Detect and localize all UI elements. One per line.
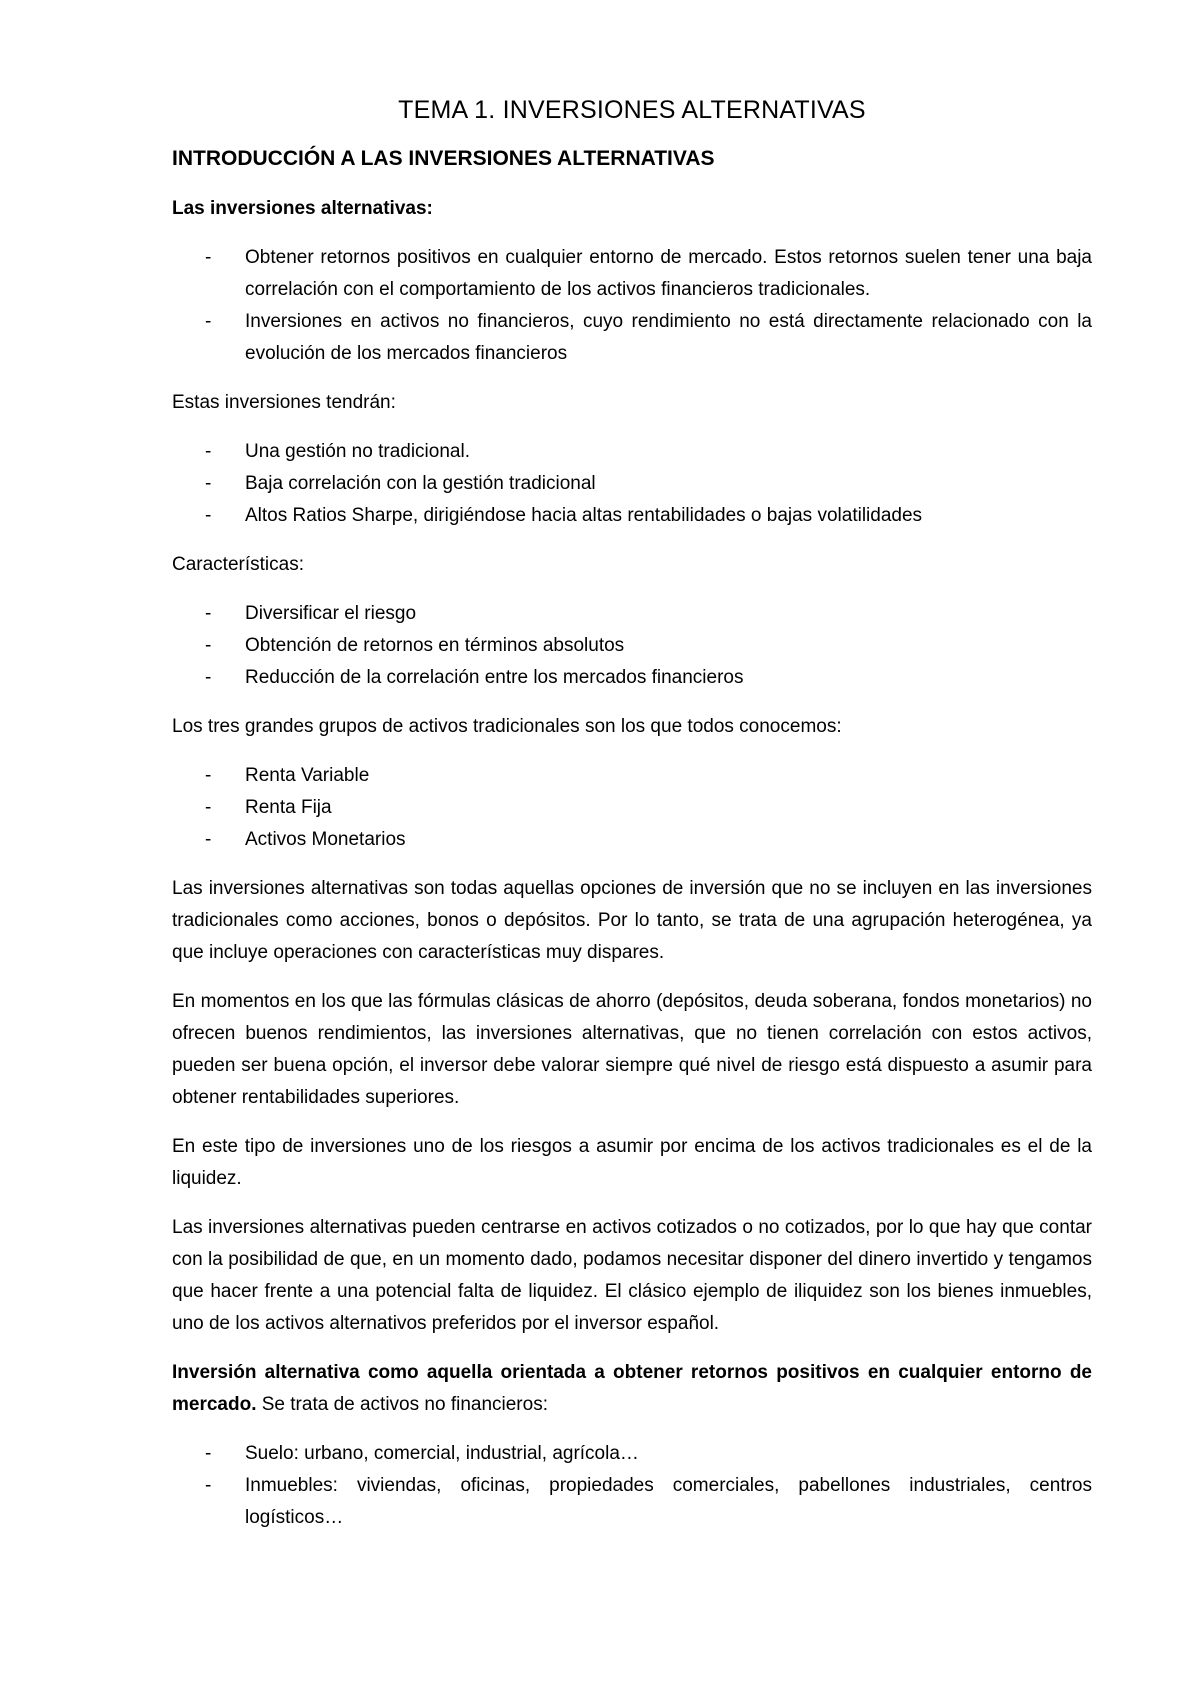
label-grupos: Los tres grandes grupos de activos tradicionales son los que todos conocemos: <box>172 716 842 737</box>
dash-bullet: - <box>205 247 212 268</box>
paragraph: Las inversiones alternativas son todas aquellas opciones de inversión que no se incluyen en las inversiones tradicionales como acciones, bonos o depósitos. Por lo tanto, se trata de una agrupación heterogénea, ya que incluye operaciones con características muy dispares. <box>172 878 1092 963</box>
document-content <box>172 96 1092 1551</box>
list-item-text: Activos Monetarios <box>245 829 406 850</box>
list-item <box>172 824 1092 856</box>
list-item <box>172 500 1092 532</box>
list-item <box>172 662 1092 694</box>
definition-bold-text: Inversión alternativa como aquella orientada a obtener retornos positivos en cualquier entorno de mercado. <box>172 1362 1092 1415</box>
label-tendran: Estas inversiones tendrán: <box>172 392 396 413</box>
list-item <box>172 306 1092 370</box>
list-item-text: Baja correlación con la gestión tradicional <box>245 473 596 494</box>
dash-bullet: - <box>205 635 212 656</box>
paragraph: En este tipo de inversiones uno de los riesgos a asumir por encima de los activos tradicionales es el de la liquidez. <box>172 1136 1092 1189</box>
paragraph: Las inversiones alternativas pueden centrarse en activos cotizados o no cotizados, por lo que hay que contar con la posibilidad de que, en un momento dado, podamos necesitar disponer del dinero invertido y tengamos que hacer frente a una potencial falta de liquidez. El clásico ejemplo de iliquidez son los bienes inmuebles, uno de los activos alternativos preferidos por el inversor español. <box>172 1217 1092 1334</box>
dash-bullet: - <box>205 473 212 494</box>
dash-bullet: - <box>205 603 212 624</box>
dash-bullet: - <box>205 797 212 818</box>
dash-bullet: - <box>205 765 212 786</box>
paragraph-definition <box>172 1357 1092 1421</box>
list-item <box>172 436 1092 468</box>
list-item-text: Renta Fija <box>245 797 332 818</box>
label-alternativas: Las inversiones alternativas: <box>172 198 433 219</box>
list-item-text: Obtención de retornos en términos absolutos <box>245 635 625 656</box>
section-title: INTRODUCCIÓN A LAS INVERSIONES ALTERNATIVAS <box>172 147 715 170</box>
dash-bullet: - <box>205 829 212 850</box>
document-title: TEMA 1. INVERSIONES ALTERNATIVAS <box>398 96 866 124</box>
list-caracteristicas <box>172 598 1092 694</box>
list-activos <box>172 1438 1092 1534</box>
dash-bullet: - <box>205 667 212 688</box>
list-item-text: Una gestión no tradicional. <box>245 441 470 462</box>
dash-bullet: - <box>205 505 212 526</box>
dash-bullet: - <box>205 1475 212 1496</box>
list-item-text: Obtener retornos positivos en cualquier entorno de mercado. Estos retornos suelen tener una baja correlación con el comportamiento de los activos financieros tradicionales. <box>245 247 1092 300</box>
list-item <box>172 468 1092 500</box>
list-item-text: Inmuebles: viviendas, oficinas, propiedades comerciales, pabellones industriales, centros logísticos… <box>245 1475 1092 1528</box>
list-item <box>172 630 1092 662</box>
list-item-text: Suelo: urbano, comercial, industrial, agrícola… <box>245 1443 639 1464</box>
list-item <box>172 598 1092 630</box>
list-item <box>172 1438 1092 1470</box>
dash-bullet: - <box>205 311 212 332</box>
definition-rest-text: Se trata de activos no financieros: <box>256 1394 548 1415</box>
list-item <box>172 792 1092 824</box>
list-item <box>172 760 1092 792</box>
dash-bullet: - <box>205 441 212 462</box>
list-item <box>172 1470 1092 1534</box>
list-alternativas <box>172 242 1092 370</box>
list-item-text: Renta Variable <box>245 765 370 786</box>
list-item-text: Reducción de la correlación entre los mercados financieros <box>245 667 744 688</box>
label-caracteristicas: Características: <box>172 554 304 575</box>
list-tendran <box>172 436 1092 532</box>
list-item-text: Diversificar el riesgo <box>245 603 417 624</box>
list-item-text: Altos Ratios Sharpe, dirigiéndose hacia altas rentabilidades o bajas volatilidades <box>245 505 923 526</box>
list-item <box>172 242 1092 306</box>
list-item-text: Inversiones en activos no financieros, cuyo rendimiento no está directamente relacionado con la evolución de los mercados financieros <box>245 311 1092 364</box>
dash-bullet: - <box>205 1443 212 1464</box>
paragraph: En momentos en los que las fórmulas clásicas de ahorro (depósitos, deuda soberana, fondos monetarios) no ofrecen buenos rendimientos, las inversiones alternativas, que no tienen correlación con estos activos, pueden ser buena opción, el inversor debe valorar siempre qué nivel de riesgo está dispuesto a asumir para obtener rentabilidades superiores. <box>172 991 1092 1108</box>
list-grupos <box>172 760 1092 856</box>
